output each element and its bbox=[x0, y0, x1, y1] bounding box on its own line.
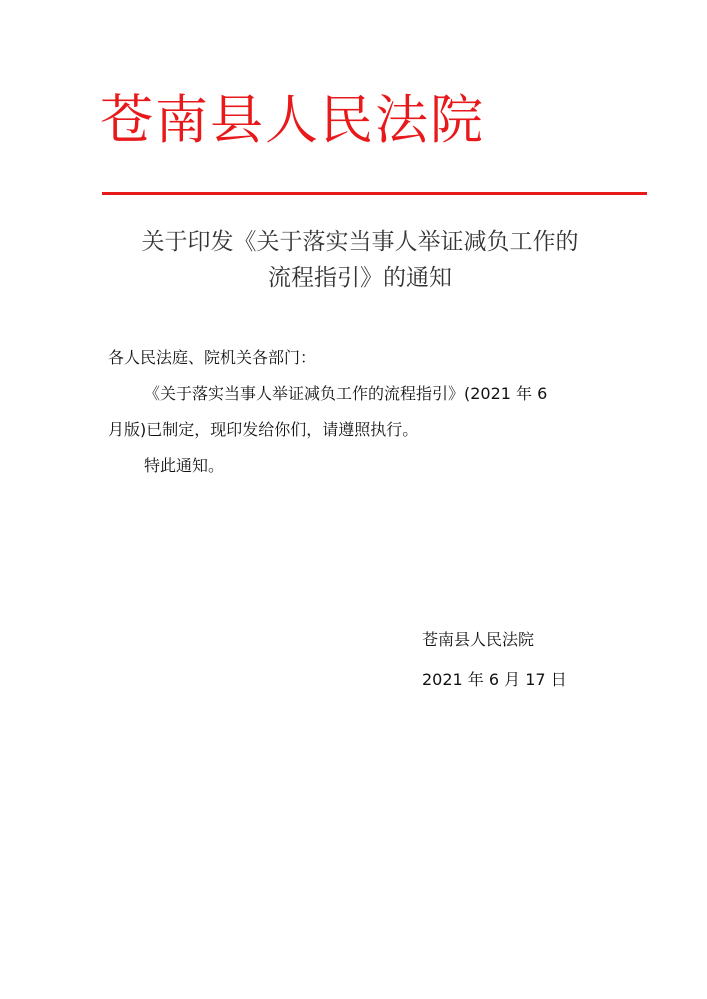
body-paragraph-line-1: 《关于落实当事人举证减负工作的流程指引》(2021 年 6 bbox=[144, 384, 548, 403]
document-body bbox=[108, 340, 608, 484]
salutation: 各人民法庭、院机关各部门： bbox=[108, 348, 317, 367]
closing-phrase: 特此通知。 bbox=[144, 456, 225, 475]
signature-block bbox=[422, 620, 642, 700]
document-title-line-1: 关于印发《关于落实当事人举证减负工作的 bbox=[141, 229, 579, 255]
document-title-line-2: 流程指引》的通知 bbox=[268, 265, 452, 291]
issuing-organization-header: 苍南县人民法院 bbox=[100, 90, 485, 151]
signature-issuer: 苍南县人民法院 bbox=[422, 630, 535, 649]
red-header-rule bbox=[102, 192, 647, 195]
document-title bbox=[110, 224, 610, 296]
body-paragraph-line-2: 月版)已制定，现印发给你们，请遵照执行。 bbox=[108, 420, 419, 439]
signature-date: 2021 年 6 月 17 日 bbox=[422, 670, 567, 689]
